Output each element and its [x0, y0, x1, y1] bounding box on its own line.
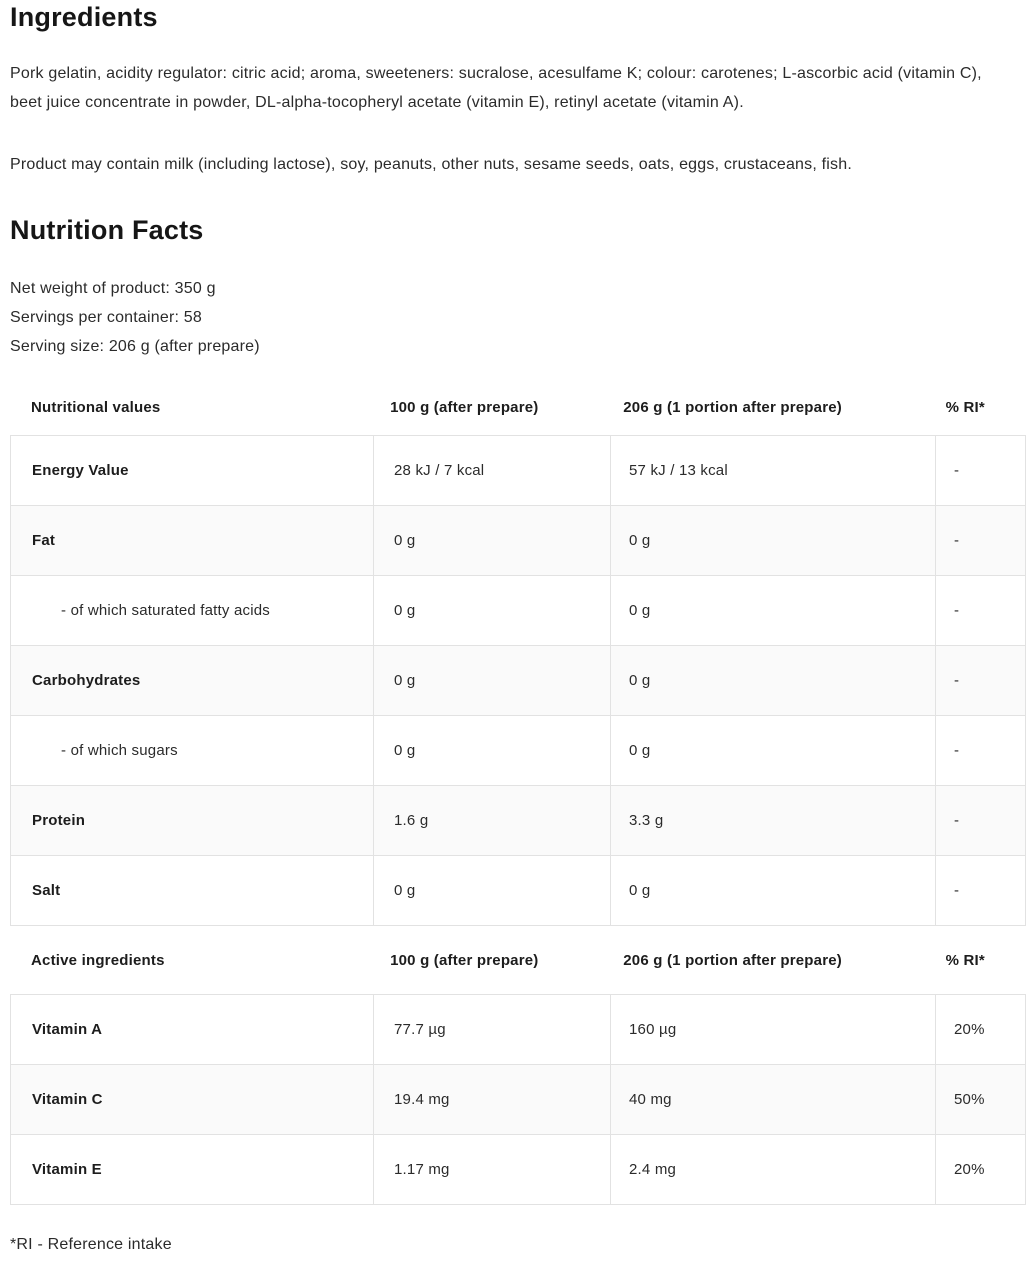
row-label-cell: Carbohydrates [11, 646, 374, 716]
active-header-ri: % RI* [945, 951, 985, 969]
ri-cell: - [936, 506, 1026, 576]
value-100g-cell: 77.7 µg [374, 995, 611, 1065]
value-100g-cell: 0 g [374, 506, 611, 576]
nutrition-facts-title: Nutrition Facts [10, 215, 204, 245]
row-label-cell: Fat [11, 506, 374, 576]
nutrition-header-portion: 206 g (1 portion after prepare) [623, 398, 842, 416]
net-weight-line: Net weight of product: 350 g [10, 280, 216, 297]
nutrition-header-100g: 100 g (after prepare) [390, 398, 539, 416]
value-portion-cell: 3.3 g [611, 786, 936, 856]
ri-cell: - [936, 576, 1026, 646]
active-ingredients-table [10, 994, 1026, 1205]
value-portion-cell: 2.4 mg [611, 1135, 936, 1205]
table-row-protein [11, 786, 1026, 856]
table-row-vitamin-a [11, 995, 1026, 1065]
ingredients-title: Ingredients [10, 2, 158, 32]
ri-cell: 50% [936, 1065, 1026, 1135]
nutrition-table [10, 435, 1026, 926]
value-portion-cell: 0 g [611, 506, 936, 576]
servings-per-container-line: Servings per container: 58 [10, 309, 202, 326]
serving-size-line: Serving size: 206 g (after prepare) [10, 338, 260, 355]
value-portion-cell: 0 g [611, 646, 936, 716]
table-row-energy [11, 436, 1026, 506]
active-header-100g: 100 g (after prepare) [390, 951, 539, 969]
row-label-cell: Energy Value [11, 436, 374, 506]
row-label-cell: Vitamin C [11, 1065, 374, 1135]
nutrition-header-ri: % RI* [945, 398, 985, 416]
value-100g-cell: 0 g [374, 646, 611, 716]
allergen-warning-text: Product may contain milk (including lactose), soy, peanuts, other nuts, sesame seeds, oats, eggs, crustaceans, fish. [10, 156, 852, 173]
table-row-vitamin-c [11, 1065, 1026, 1135]
ri-cell: - [936, 716, 1026, 786]
row-label-cell: - of which sugars [11, 716, 374, 786]
value-100g-cell: 0 g [374, 576, 611, 646]
row-label-cell: Salt [11, 856, 374, 926]
value-100g-cell: 28 kJ / 7 kcal [374, 436, 611, 506]
value-portion-cell: 57 kJ / 13 kcal [611, 436, 936, 506]
active-header-label: Active ingredients [31, 951, 165, 969]
table-row-sugars [11, 716, 1026, 786]
row-label-cell: Protein [11, 786, 374, 856]
value-100g-cell: 0 g [374, 716, 611, 786]
table-row-salt [11, 856, 1026, 926]
value-100g-cell: 1.6 g [374, 786, 611, 856]
ri-cell: - [936, 856, 1026, 926]
row-label-cell: - of which saturated fatty acids [11, 576, 374, 646]
active-ingredients-table-header [10, 926, 1017, 994]
row-label-cell: Vitamin A [11, 995, 374, 1065]
value-portion-cell: 0 g [611, 856, 936, 926]
value-portion-cell: 0 g [611, 716, 936, 786]
ri-cell: 20% [936, 1135, 1026, 1205]
value-portion-cell: 0 g [611, 576, 936, 646]
ri-cell: - [936, 786, 1026, 856]
active-header-portion: 206 g (1 portion after prepare) [623, 951, 842, 969]
value-100g-cell: 0 g [374, 856, 611, 926]
reference-intake-footnote: *RI - Reference intake [10, 1236, 172, 1253]
value-100g-cell: 19.4 mg [374, 1065, 611, 1135]
nutrition-header-values: Nutritional values [31, 398, 161, 416]
table-row-saturated-fat [11, 576, 1026, 646]
value-portion-cell: 40 mg [611, 1065, 936, 1135]
ri-cell: - [936, 646, 1026, 716]
ri-cell: 20% [936, 995, 1026, 1065]
nutrition-table-header [10, 379, 1017, 435]
row-label-cell: Vitamin E [11, 1135, 374, 1205]
ri-cell: - [936, 436, 1026, 506]
value-100g-cell: 1.17 mg [374, 1135, 611, 1205]
ingredients-composition-text: Pork gelatin, acidity regulator: citric acid; aroma, sweeteners: sucralose, acesulfame K; colour: carotenes; L-ascorbic acid (vitamin C), beet juice concentrate in powder, DL-alpha-tocopheryl acetate (vitamin E), retinyl acetate (vitamin A). [10, 65, 982, 111]
table-row-carbohydrates [11, 646, 1026, 716]
table-row-vitamin-e [11, 1135, 1026, 1205]
table-row-fat [11, 506, 1026, 576]
value-portion-cell: 160 µg [611, 995, 936, 1065]
